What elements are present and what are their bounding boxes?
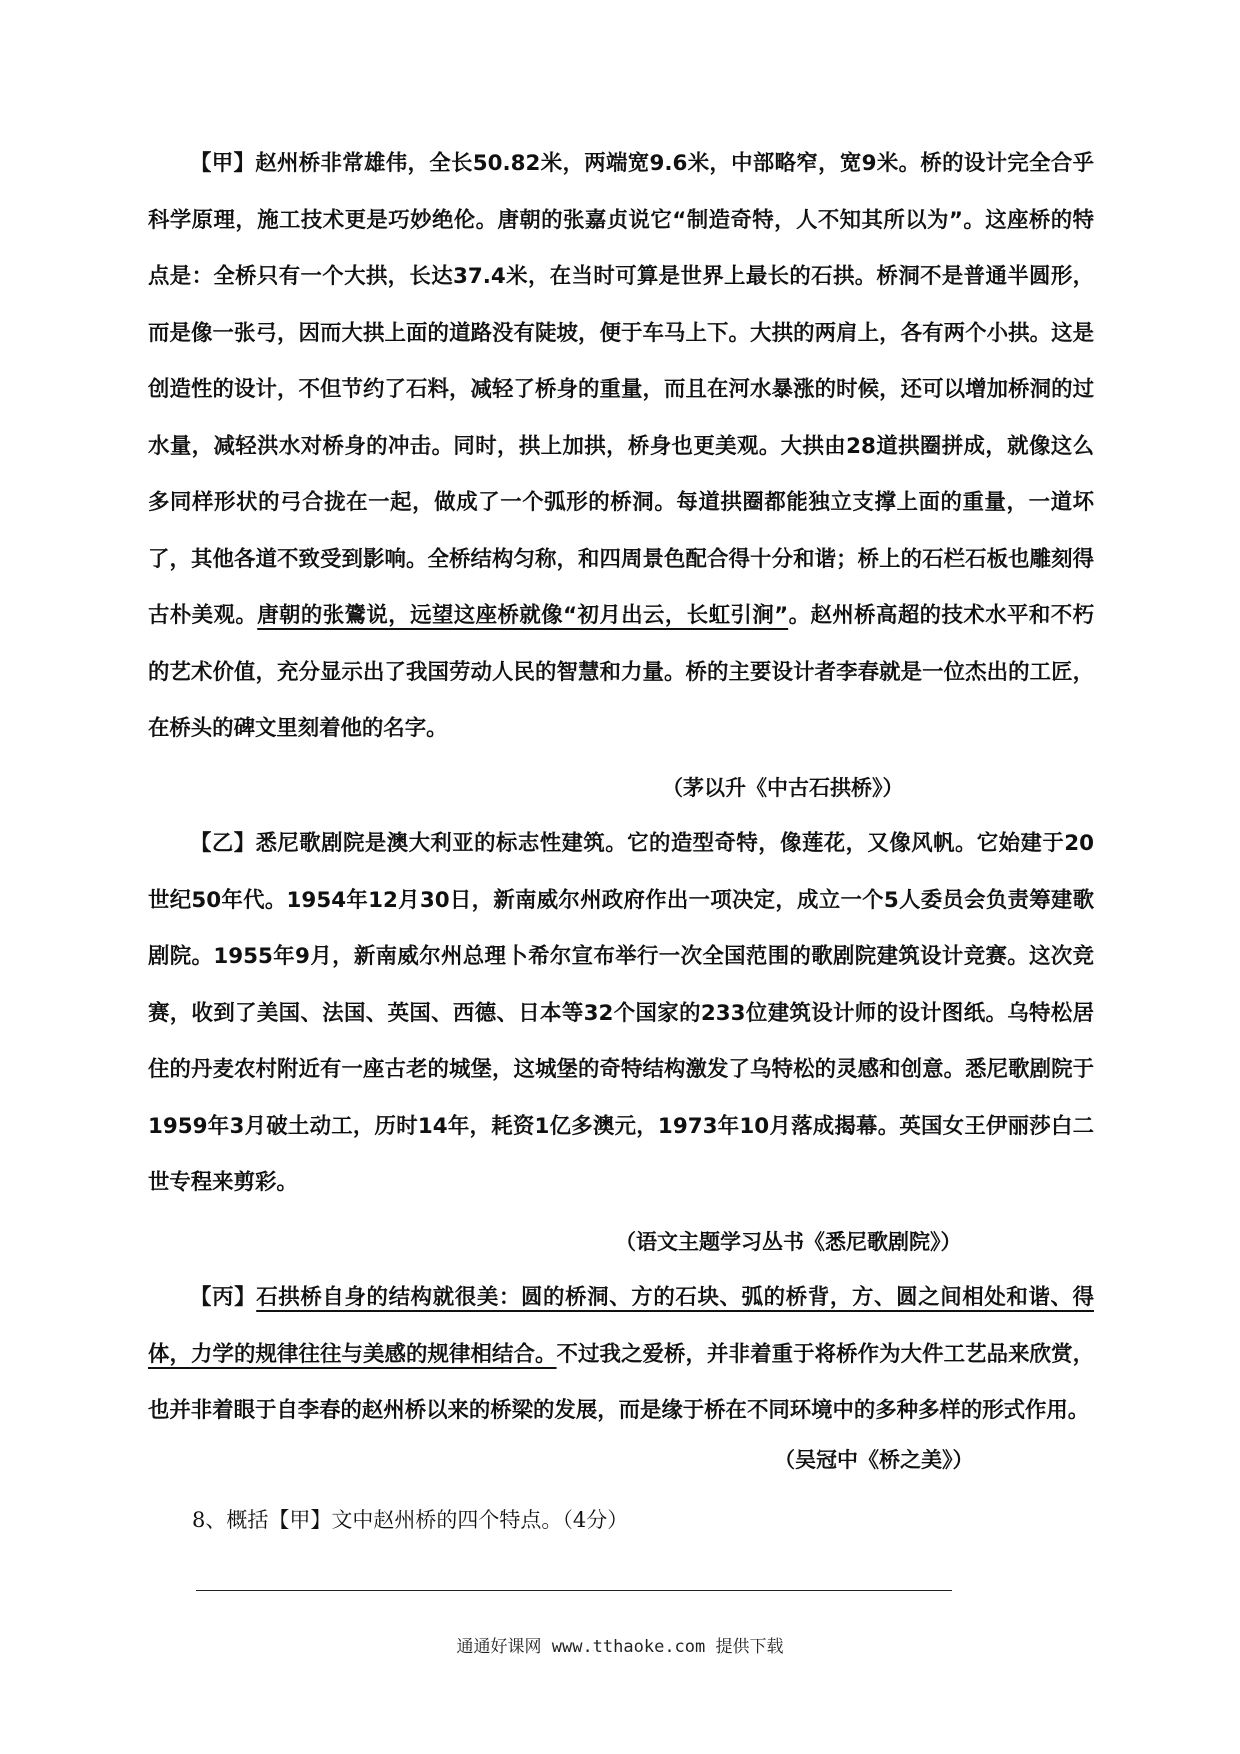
underlined-sentence: 石拱桥自身的结构就很美：圆的桥洞、方的石块、弧的桥背，方、圆之间相处和谐、得体，力学的规律往往与美感的规律相结合。 — [148, 1285, 1094, 1367]
passage-jia — [148, 136, 1094, 758]
passage-text: 悉尼歌剧院是澳大利亚的标志性建筑。它的造型奇特，像莲花，又像风帆。它始建于20世纪50年代。1954年12月30日，新南威尔州政府作出一项决定，成立一个5人委员会负责筹建歌剧院。1955年9月，新南威尔州总理卜希尔宣布举行一次全国范围的歌剧院建筑设计竞赛。这次竞赛，收到了美国、法国、英国、西德、日本等32个国家的233位建筑设计师的设计图纸。乌特松居住的丹麦农村附近有一座古老的城堡，这城堡的奇特结构激发了乌特松的灵感和创意。悉尼歌剧院于1959年3月破土动工，历时14年，耗资1亿多澳元，1973年10月落成揭幕。英国女王伊丽莎白二世专程来剪彩。 — [148, 831, 1094, 1195]
source-citation-bing: （吴冠中《桥之美》） — [774, 1448, 974, 1472]
passage-marker: 【甲】 — [190, 151, 256, 176]
answer-line[interactable] — [196, 1590, 952, 1591]
source-citation-yi: （语文主题学习丛书《悉尼歌剧院》） — [615, 1230, 962, 1254]
question-8: 8、概括【甲】文中赵州桥的四个特点。（4分） — [192, 1508, 629, 1532]
passage-bing — [148, 1270, 1094, 1440]
passage-marker: 【丙】 — [190, 1285, 257, 1310]
passage-yi — [148, 816, 1094, 1212]
passage-marker: 【乙】 — [190, 831, 256, 856]
source-citation-jia: （茅以升《中古石拱桥》） — [662, 776, 904, 800]
underlined-sentence: 唐朝的张鷟说，远望这座桥就像“初月出云，长虹引涧” — [257, 603, 789, 628]
passage-text: 赵州桥非常雄伟，全长50.82米，两端宽9.6米，中部略窄，宽9米。桥的设计完全合乎科学原理，施工技术更是巧妙绝伦。唐朝的张嘉贞说它“制造奇特，人不知其所以为”。这座桥的特点是：全桥只有一个大拱，长达37.4米，在当时可算是世界上最长的石拱。桥洞不是普通半圆形，而是像一张弓，因而大拱上面的道路没有陡坡，便于车马上下。大拱的两肩上，各有两个小拱。这是创造性的设计，不但节约了石料，减轻了桥身的重量，而且在河水暴涨的时候，还可以增加桥洞的过水量，减轻洪水对桥身的冲击。同时，拱上加拱，桥身也更美观。大拱由28道拱圈拼成，就像这么多同样形状的弓合拢在一起，做成了一个弧形的桥洞。每道拱圈都能独立支撑上面的重量，一道坏了，其他各道不致受到影响。全桥结构匀称，和四周景色配合得十分和谐；桥上的石栏石板也雕刻得古朴美观。 — [148, 151, 1094, 628]
passage-text: 不过我之爱桥，并非着重于将桥作为大件工艺品来欣赏，也并非着眼于自李春的赵州桥以来的桥梁的发展，而是缘于桥在不同环境中的多种多样的形式作用。 — [148, 1341, 1094, 1423]
passage-text: 。赵州桥高超的技术水平和不朽的艺术价值，充分显示出了我国劳动人民的智慧和力量。桥的主要设计者李春就是一位杰出的工匠，在桥头的碑文里刻着他的名字。 — [148, 603, 1094, 741]
footer-credit: 通通好课网 www.tthaoke.com 提供下载 — [456, 1637, 784, 1657]
